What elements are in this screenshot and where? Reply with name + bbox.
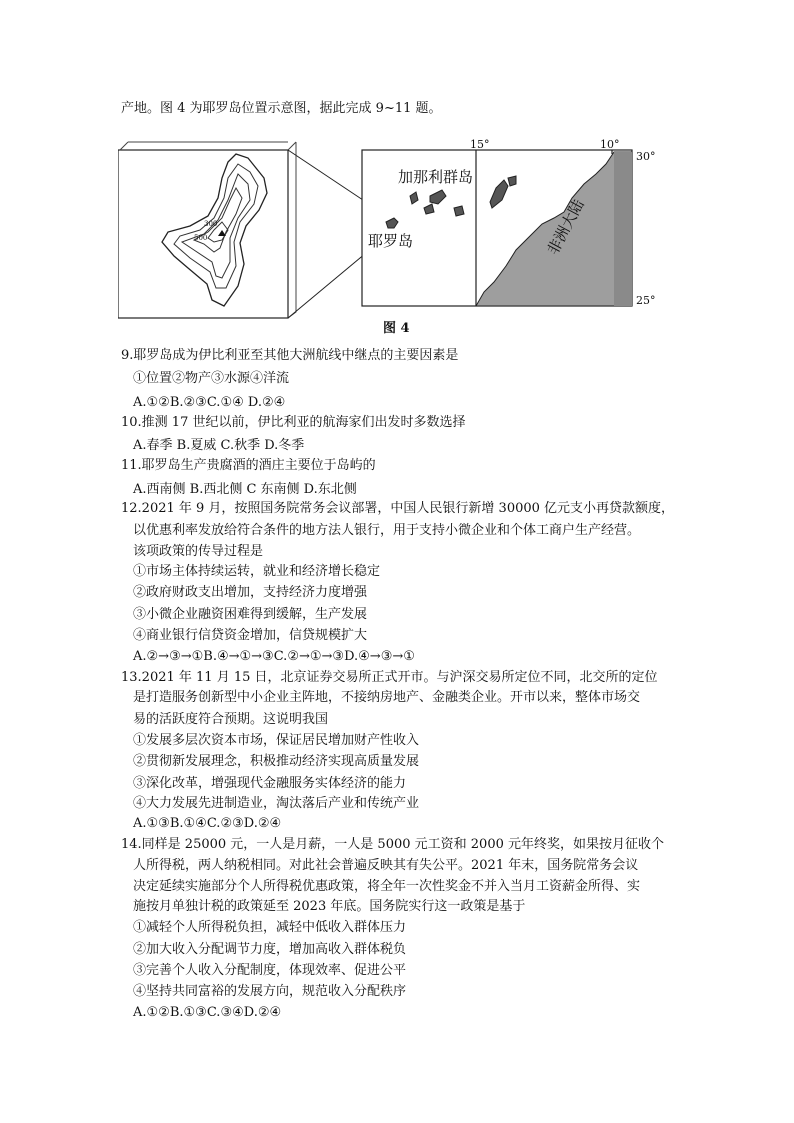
question-item: ②加大收入分配调节力度，增加高收入群体税负 bbox=[133, 942, 407, 957]
question-stem-line: 决定延续实施部分个人所得税优惠政策，将全年一次性奖金不并入当月工资薪金所得、实 bbox=[133, 879, 641, 894]
contour-500-label: 500 bbox=[194, 234, 208, 242]
intro-text: 产地。图 4 为耶罗岛位置示意图，据此完成 9~11 题。 bbox=[121, 101, 442, 116]
island-gran-canaria bbox=[454, 206, 464, 216]
question-stem-line: 该项政策的传导过程是 bbox=[133, 544, 264, 559]
question-item: ②贯彻新发展理念，积极推动经济实现高质量发展 bbox=[133, 754, 420, 769]
answer-options: A.①②B.①③C.③④D.②④ bbox=[133, 1005, 282, 1020]
question-stem-line: 人所得税，两人纳税相同。对此社会普遍反映其有失公平。2021 年末，国务院常务会议 bbox=[133, 858, 639, 873]
answer-options: A.春季 B.夏威 C.秋季 D.冬季 bbox=[133, 438, 305, 453]
question-stem-line: 10.推测 17 世纪以前，伊比利亚的航海家们出发时多数选择 bbox=[121, 415, 466, 430]
question-item: ④坚持共同富裕的发展方向，规范收入分配秩序 bbox=[133, 984, 407, 999]
island-lanzarote bbox=[508, 176, 516, 186]
question-item: ②政府财政支出增加，支持经济力度增强 bbox=[133, 585, 368, 600]
question-item: ①发展多层次资本市场，保证居民增加财产性收入 bbox=[133, 733, 420, 748]
answer-options: A.①③B.①④C.②③D.②④ bbox=[133, 816, 282, 831]
lat-30-label: 30° bbox=[636, 150, 656, 163]
lat-25-label: 25° bbox=[636, 294, 656, 307]
question-stem-line: 以优惠利率发放给符合条件的地方法人银行，用于支持小微企业和个体工商户生产经营。 bbox=[133, 523, 641, 538]
question-stem-line: 13.2021 年 11 月 15 日，北京证券交易所正式开市。与沪深交易所定位不同，北交所的定位 bbox=[121, 670, 658, 685]
answer-options: A.②→③→①B.④→①→③C.②→①→③D.④→③→① bbox=[133, 649, 415, 664]
question-stem-line: 9.耶罗岛成为伊比利亚至其他大洲航线中继点的主要因素是 bbox=[121, 348, 459, 363]
question-item: ①减轻个人所得税负担，减轻中低收入群体压力 bbox=[133, 920, 407, 935]
contour-300-label: 300 bbox=[204, 220, 218, 228]
lon-15-label: 15° bbox=[470, 138, 490, 151]
answer-options: A.①②B.②③C.①④ D.②④ bbox=[133, 395, 286, 410]
figure-4-map bbox=[118, 138, 673, 338]
question-item: ①位置②物产③水源④洋流 bbox=[133, 371, 290, 386]
hierro-label: 耶罗岛 bbox=[368, 232, 414, 250]
canary-islands-label: 加那利群岛 bbox=[398, 168, 474, 186]
question-item: ③深化改革，增强现代金融服务实体经济的能力 bbox=[133, 776, 407, 791]
inset-map bbox=[118, 142, 296, 318]
question-stem-line: 11.耶罗岛生产贵腐酒的酒庄主要位于岛屿的 bbox=[121, 458, 376, 473]
question-item: ③小微企业融资困难得到缓解，生产发展 bbox=[133, 607, 368, 622]
lon-10-label: 10° bbox=[600, 138, 620, 151]
question-item: ④大力发展先进制造业，淘汰落后产业和传统产业 bbox=[133, 796, 420, 811]
question-stem-line: 是打造服务创新型中小企业主阵地，不接纳房地产、金融类企业。开市以来，整体市场交 bbox=[133, 690, 641, 705]
africa-label: 非洲大陆 bbox=[543, 196, 588, 258]
question-item: ①市场主体持续运转，就业和经济增长稳定 bbox=[133, 564, 381, 579]
question-item: ③完善个人收入分配制度，体现效率、促进公平 bbox=[133, 963, 407, 978]
regional-map bbox=[362, 138, 656, 307]
question-stem-line: 12.2021 年 9 月，按照国务院常务会议部署，中国人民银行新增 30000 亿元支小再贷款额度， bbox=[121, 501, 675, 516]
question-stem-line: 易的活跃度符合预期。这说明我国 bbox=[133, 712, 329, 727]
question-stem-line: 14.同样是 25000 元，一人是月薪，一人是 5000 元工资和 2000 元年终奖，如果按月征收个 bbox=[121, 837, 664, 852]
question-stem-line: 施按月单独计税的政策延至 2023 年底。国务院实行这一政策是基于 bbox=[133, 899, 526, 914]
figure-caption: 图 4 bbox=[383, 321, 410, 336]
question-item: ④商业银行信贷资金增加，信贷规模扩大 bbox=[133, 628, 368, 643]
answer-options: A.西南侧 B.西北侧 C 东南侧 D.东北侧 bbox=[133, 482, 357, 497]
